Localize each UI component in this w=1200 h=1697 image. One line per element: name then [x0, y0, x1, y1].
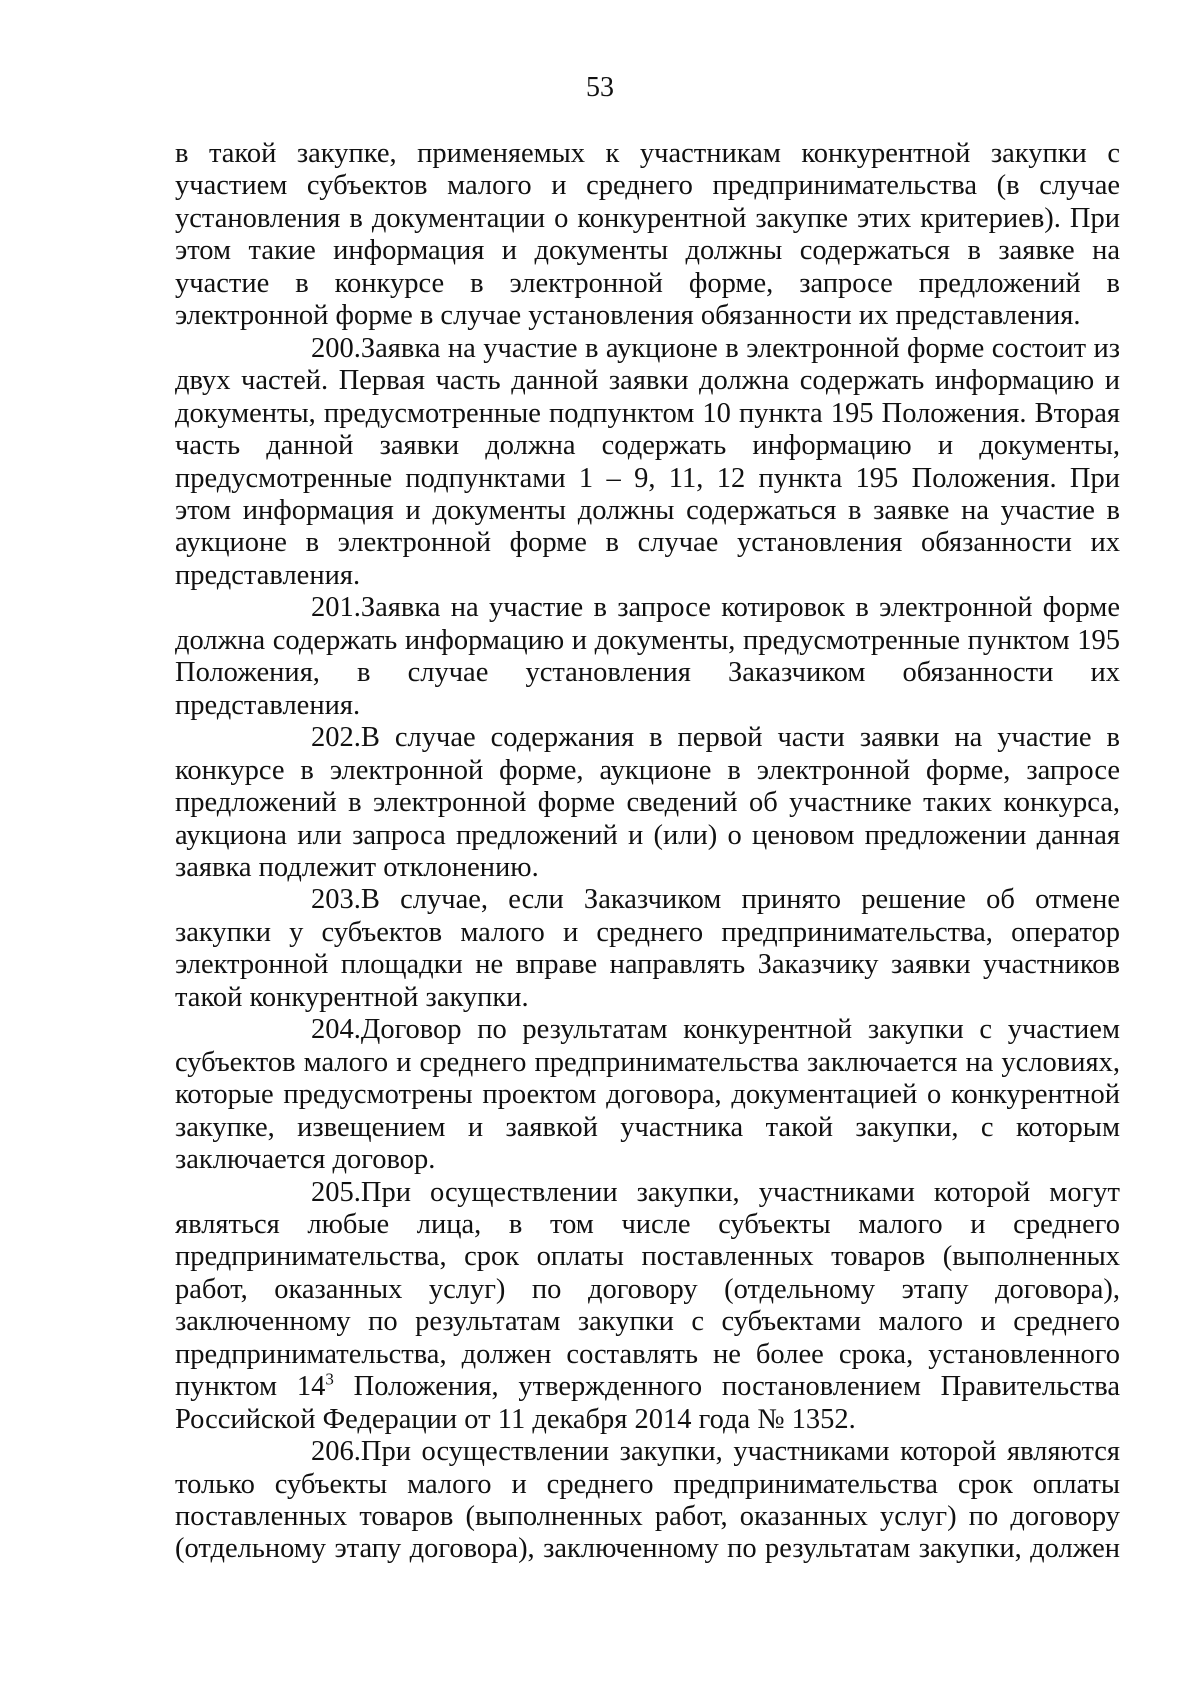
- paragraph-continuation: [175, 138, 1120, 333]
- paragraph-201: [175, 592, 1120, 722]
- paragraph-text: При осуществлении закупки, участниками которой являются только субъекты малого и среднего предпринимательства срок оплаты поставленных товаров (выполненных работ, оказанных услуг) по договору (отдельному этапу договора), заключенному по результатам закупки, должен: [175, 1436, 1120, 1565]
- paragraph-number: 206.: [311, 1436, 361, 1468]
- paragraph-text: в такой закупке, применяемых к участникам конкурентной закупки с участием субъектов малого и среднего предпринимательства (в случае установления в документации о конкурентной закупке этих критериев). При этом такие информация и документы должны содержаться в заявке на участие в конкурсе в электронной форме, запросе предложений в электронной форме в случае установления обязанности их представления.: [175, 138, 1120, 332]
- paragraph-200: [175, 333, 1120, 593]
- paragraph-text: В случае, если Заказчиком принято решение об отмене закупки у субъектов малого и среднего предпринимательства, оператор электронной площадки не вправе направлять Заказчику заявки участников такой конкурентной закупки.: [175, 884, 1120, 1013]
- paragraph-number: 200.: [311, 332, 361, 364]
- paragraph-205: [175, 1177, 1120, 1437]
- paragraph-number: 201.: [311, 592, 361, 624]
- paragraph-text: Положения, утвержденного постановлением Правительства Российской Федерации от 11 декабря 2014 года № 1352.: [175, 1371, 1121, 1435]
- superscript: 3: [325, 1369, 334, 1389]
- page-number: 53: [586, 72, 614, 103]
- paragraph-text: В случае содержания в первой части заявки на участие в конкурсе в электронной форме, аукционе в электронной форме, запросе предложений в электронной форме сведений об участнике таких конкурса, аукциона или запроса предложений и (или) о ценовом предложении данная заявка подлежит отклонению.: [175, 722, 1120, 883]
- paragraph-number: 202.: [311, 722, 361, 754]
- paragraph-number: 205.: [311, 1176, 361, 1208]
- paragraph-number: 203.: [311, 884, 361, 916]
- paragraph-text: Договор по результатам конкурентной закупки с участием субъектов малого и среднего предпринимательства заключается на условиях, которые предусмотрены проектом договора, документацией о конкурентной закупке, извещением и заявкой участника такой закупки, с которым заключается договор.: [175, 1014, 1120, 1176]
- paragraph-text: Заявка на участие в аукционе в электронной форме состоит из двух частей. Первая часть данной заявки должна содержать информацию и документы, предусмотренные подпунктом 10 пункта 195 Положения. Вторая часть данной заявки должна содержать информацию и документы, предусмотренные подпунктами 1 – 9, 11, 12 пункта 195 Положения. При этом информация и документы должны содержаться в заявке на участие в аукционе в электронной форме в случае установления обязанности их представления.: [175, 332, 1120, 591]
- paragraph-202: [175, 722, 1120, 884]
- paragraph-number: 204.: [311, 1014, 361, 1046]
- paragraph-206: [175, 1436, 1120, 1566]
- document-body: [175, 138, 1120, 1566]
- paragraph-203: [175, 884, 1120, 1014]
- paragraph-204: [175, 1014, 1120, 1176]
- paragraph-text: При осуществлении закупки, участниками которой могут являться любые лица, в том числе субъекты малого и среднего предпринимательства, срок оплаты поставленных товаров (выполненных работ, оказанных услуг) по договору (отдельному этапу договора), заключенному по результатам закупки с субъектами малого и среднего предпринимательства, должен составлять не более срока, установленного пунктом 14: [175, 1176, 1120, 1403]
- paragraph-text: Заявка на участие в запросе котировок в электронной форме должна содержать информацию и документы, предусмотренные пунктом 195 Положения, в случае установления Заказчиком обязанности их представления.: [175, 592, 1120, 721]
